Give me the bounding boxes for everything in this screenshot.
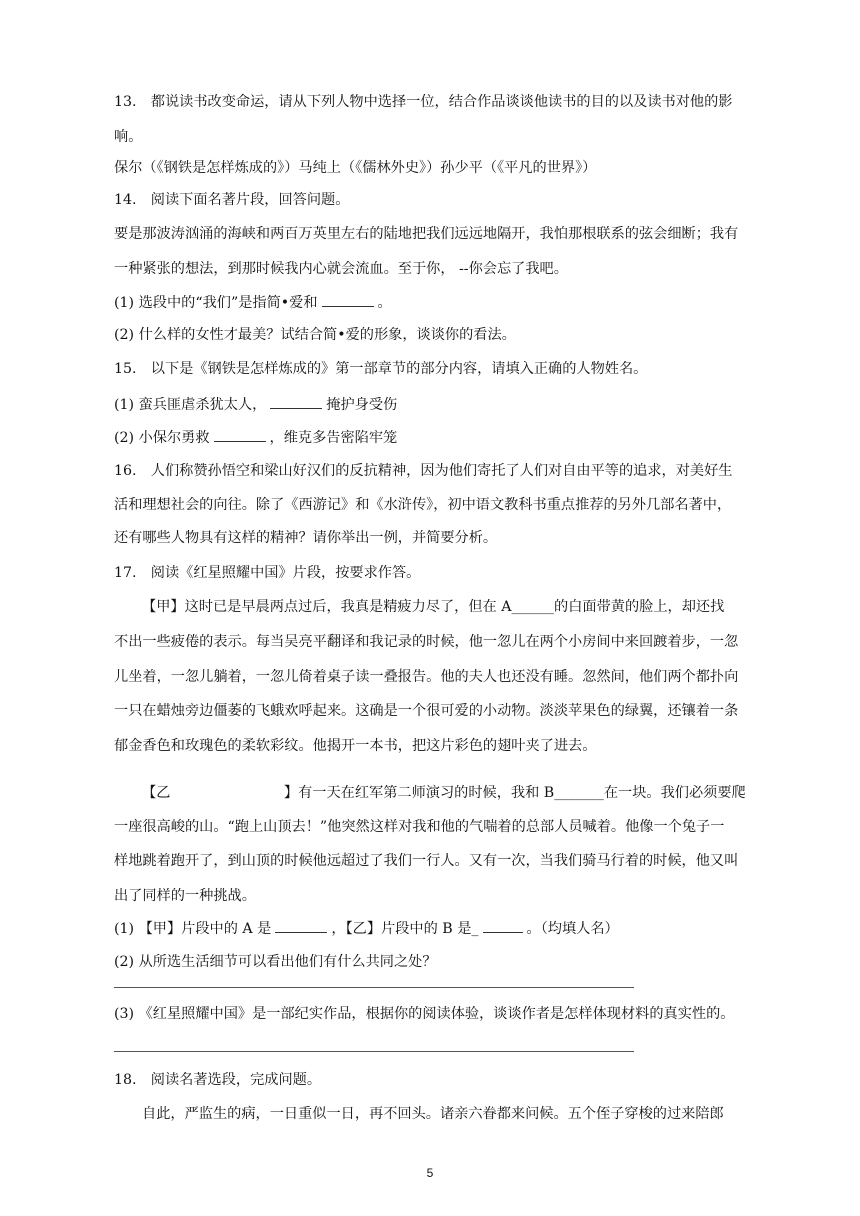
answer-line[interactable] [114,987,634,988]
q15-sub-1 [114,394,774,415]
q17-sub-2: (2) 从所选生活细节可以看出他们有什么共同之处？ [114,954,437,970]
q16-line-2: 活和理想社会的向往。除了《西游记》和《水浒传》，初中语文教科书重点推荐的另外几部名著中， [114,497,732,513]
q15-sub-2-text: (2) 小保尔勇救 [114,430,210,446]
q17-sub-1-mid: ，【乙】片段中的 B 是_ [331,921,479,937]
q16-line-1: 16. 人们称赞孙悟空和梁山好汉们的反抗精神，因为他们寄托了人们对自由平等的追求，对美好生 [114,463,733,479]
q17-jia-2: 不出一些疲倦的表示。每当吴亮平翻译和我记录的时候，他一忽儿在两个小房间中来回踱着步，一忽 [114,634,739,650]
answer-blank-a[interactable] [275,918,327,933]
q17-jia-4: 一只在蜡烛旁边僵萎的飞蛾欢呼起来。这确是一个很可爱的小动物。淡淡苹果色的绿翼，还镶着一条 [114,703,739,719]
q14-passage-2: 一种紧张的想法，到那时候我内心就会流血。至于你， --你会忘了我吧。 [114,261,568,277]
answer-blank[interactable] [322,292,374,307]
answer-blank[interactable] [214,427,266,442]
q15-sub-1-end: 掩护身受伤 [326,397,398,413]
answer-line[interactable] [114,1051,634,1052]
q17-sub-1 [114,918,774,939]
q15-title: 15. 以下是《钢铁是怎样炼成的》第一部章节的部分内容，请填入正确的人物姓名。 [114,361,648,377]
q13-line-1: 13. 都说读书改变命运，请从下列人物中选择一位，结合作品谈谈他读书的目的以及读书对他的影 [114,94,733,110]
answer-blank[interactable] [270,394,322,409]
q14-passage-1: 要是那波涛汹涌的海峡和两百万英里左右的陆地把我们远远地隔开，我怕那根联系的弦会细断；我有 [114,226,739,242]
q17-jia-3: 儿坐着，一忽儿躺着，一忽儿倚着桌子读一叠报告。他的夫人也还没有睡。忽然间，他们两个都扑向 [114,669,739,685]
answer-blank-b[interactable] [483,918,523,933]
q14-sub-1-end: 。 [377,295,392,311]
q17-yi-3: 样地跳着跑开了，到山顶的时候他远超过了我们一行人。又有一次，当我们骑马行着的时候，他又叫 [114,853,739,869]
q14-title: 14. 阅读下面名著片段，回答问题。 [114,192,350,208]
page-number: 5 [426,1166,434,1180]
q15-sub-2 [114,427,774,448]
q15-sub-2-end: ，维克多告密陷牢笼 [269,430,398,446]
q18-title: 18. 阅读名著选段，完成问题。 [114,1072,322,1088]
q14-sub-1-text: (1) 选段中的“我们”是指简•爱和 [114,295,318,311]
q17-yi-1: 【乙 】有一天在红军第二师演习的时候，我和 B_______在一块。我们必须要爬 [142,785,746,801]
q17-sub-1-text: (1) 【甲】片段中的 A 是 [114,921,272,937]
q17-jia-5: 郁金香色和玫瑰色的柔软彩纹。他揭开一本书，把这片彩色的翅叶夹了进去。 [114,738,597,754]
q13-line-2: 响。 [114,129,143,145]
q17-title: 17. 阅读《红星照耀中国》片段，按要求作答。 [114,565,421,581]
q15-sub-1-text: (1) 蛮兵匪虐杀犹太人， [114,397,267,413]
q14-sub-1 [114,292,774,313]
q16-line-3: 还有哪些人物具有这样的精神？请你举出一例，并简要分析。 [114,530,498,546]
q17-sub-3: (3) 《红星照耀中国》是一部纪实作品，根据你的阅读体验，谈谈作者是怎样体现材料的真实性的。 [114,1006,735,1022]
q17-sub-1-end: 。（均填人名） [526,921,619,937]
q14-sub-2: (2) 什么样的女性才最美？试结合简•爱的形象，谈谈你的看法。 [114,327,516,343]
q18-passage-1: 自此，严监生的病，一日重似一日，再不回头。诸亲六眷都来问候。五个侄子穿梭的过来陪郎 [142,1106,724,1122]
q17-yi-4: 出了同样的一种挑战。 [114,888,256,904]
q17-yi-2: 一座很高峻的山。“跑上山顶去！”他突然这样对我和他的气喘着的总部人员喊着。他像一个兔子一 [114,819,725,835]
q13-options: 保尔（《钢铁是怎样炼成的》）马纯上（《儒林外史》）孙少平（《平凡的世界》） [114,160,597,176]
q17-jia-1: 【甲】这时已是早晨两点过后，我真是精疲力尽了，但在 A______的白面带黄的脸上，却还找 [142,599,725,615]
